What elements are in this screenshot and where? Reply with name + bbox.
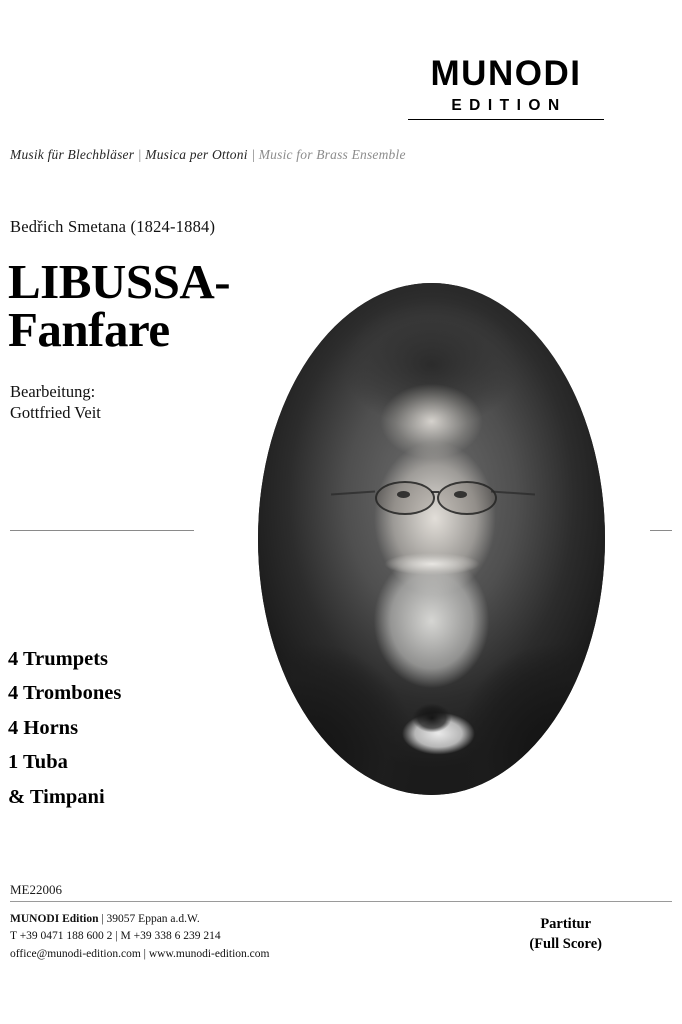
score-type (529, 915, 602, 954)
instrumentation-list (8, 642, 121, 814)
arranger-credit (10, 381, 101, 423)
portrait-moustache (376, 551, 488, 577)
footer-phones: T +39 0471 188 600 2 | M +39 338 6 239 214 (10, 930, 221, 943)
composer-portrait (258, 283, 605, 795)
footer-contacts: office@munodi-edition.com | www.munodi-edition.com (10, 947, 270, 960)
divider-right (650, 530, 672, 531)
score-type-line-2: (Full Score) (529, 935, 602, 952)
catalogue-number: ME22006 (10, 882, 62, 897)
list-item: 4 Trumpets (8, 648, 109, 670)
publisher-footer (10, 911, 269, 963)
publisher-logo-sub: EDITION (451, 97, 567, 114)
glasses-lens-right (437, 481, 497, 515)
tagline-german: Musik für Blechbläser (10, 147, 135, 162)
score-type-line-1: Partitur (540, 916, 592, 932)
portrait-eye-right (454, 491, 467, 498)
divider-left (10, 530, 194, 531)
list-item: 1 Tuba (8, 751, 68, 774)
portrait-eye-left (397, 491, 410, 498)
publisher-logo-rule (408, 119, 604, 120)
publisher-logo (408, 56, 604, 120)
arranger-name: Gottfried Veit (10, 403, 101, 423)
tagline-english: Music for Brass Ensemble (258, 147, 406, 162)
title-line-1: LIBUSSA- (8, 254, 231, 309)
tagline-separator-2: | (251, 147, 256, 162)
glasses-lens-left (375, 481, 435, 515)
footer-divider (10, 901, 672, 902)
list-item: 4 Horns (8, 716, 79, 739)
footer-company-line (10, 911, 269, 928)
portrait-bowtie (409, 701, 455, 735)
footer-company: MUNODI Edition (10, 913, 99, 925)
footer-address: | 39057 Eppan a.d.W. (98, 913, 200, 925)
composer-name: Bedřich Smetana (1824-1884) (10, 217, 216, 236)
publisher-logo-main: MUNODI (430, 54, 582, 93)
glasses-bridge (431, 491, 439, 493)
tagline-italian: Musica per Ottoni (145, 147, 248, 162)
glasses-temple-right (490, 490, 534, 495)
title-line-2: Fanfare (8, 302, 170, 358)
glasses-icon (329, 479, 535, 513)
arranger-label: Bearbeitung: (10, 382, 96, 401)
list-item: & Timpani (8, 785, 105, 808)
tagline-separator-1: | (137, 147, 142, 162)
glasses-temple-left (330, 490, 374, 495)
list-item: 4 Trombones (8, 682, 122, 705)
publisher-tagline (10, 147, 406, 163)
